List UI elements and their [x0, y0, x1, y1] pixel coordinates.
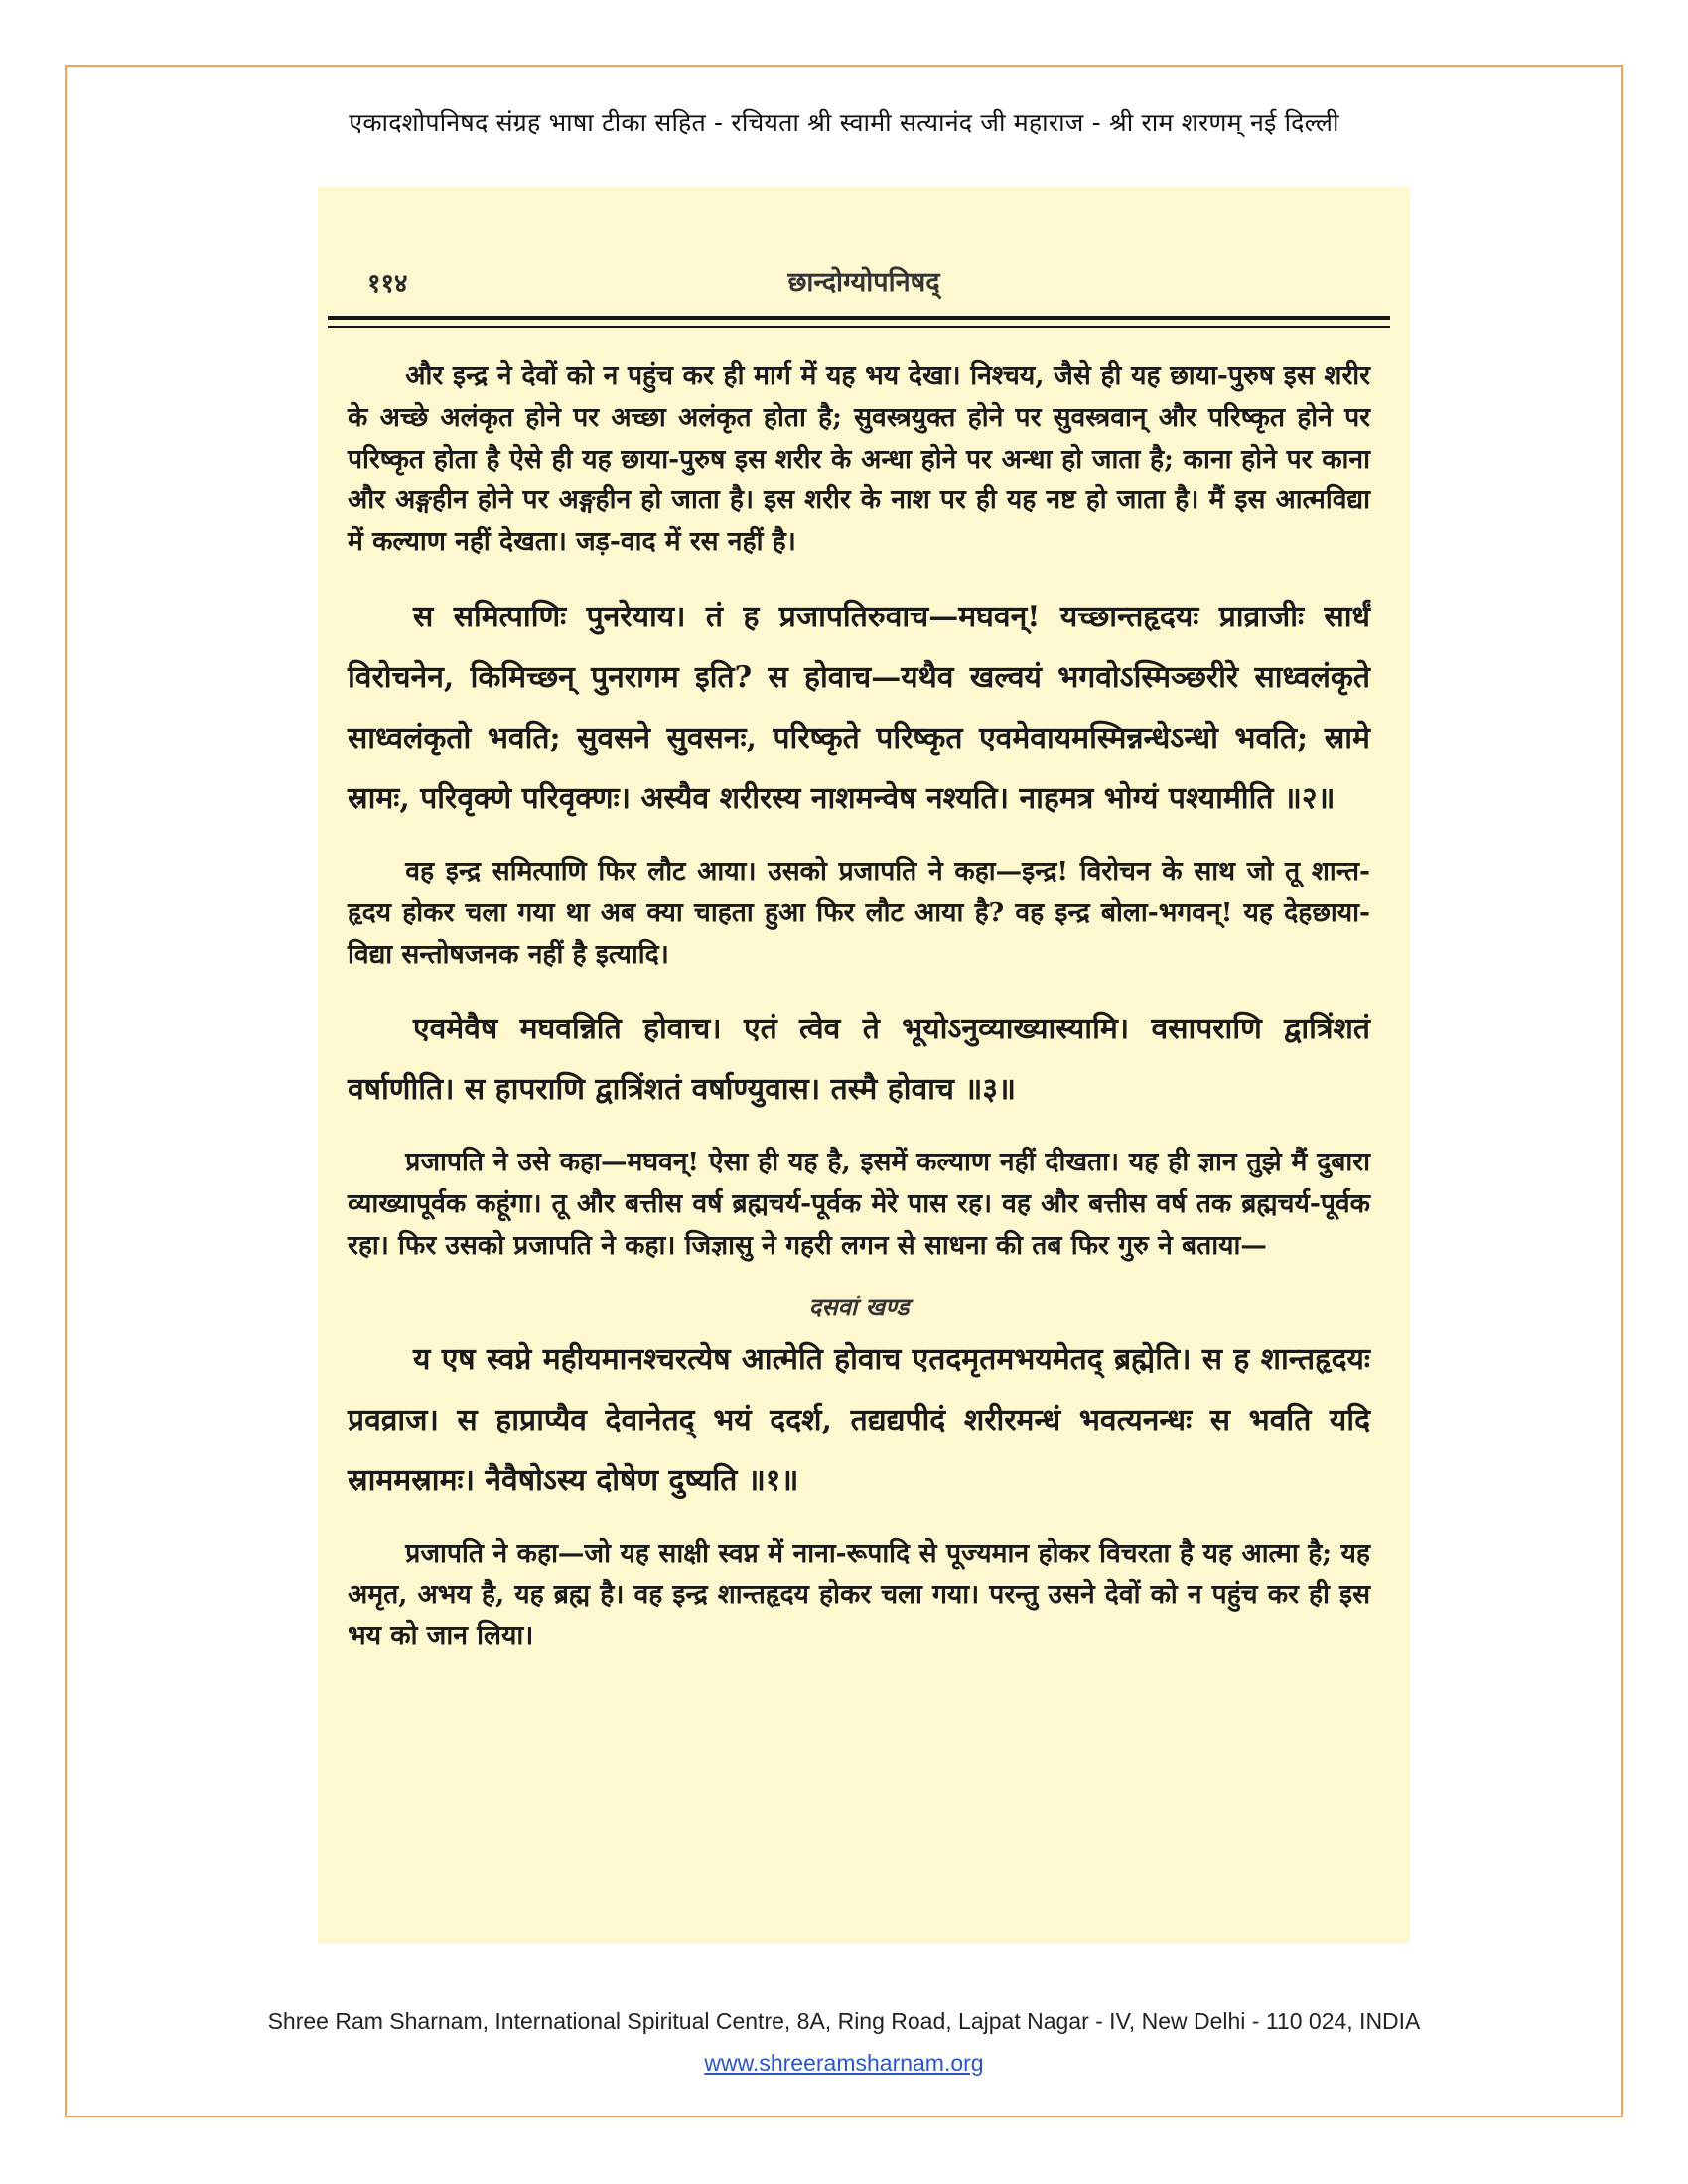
verse-paragraph: स समित्पाणिः पुनरेयाय। तं ह प्रजापतिरुवाच—मघवन्! यच्छान्तहृदयः प्राव्राजीः सार्धं विरोचनेन, किमिच्छन् पुनरागम इति? स होवाच—यथैव खल्वयं भगवोऽस्मिञ्छरीरे साध्वलंकृते साध्वलंकृतो भवति; सुवसने सुवसनः, परिष्कृते परिष्कृत एवमेवायमस्मिन्नन्धेऽन्धो भवति; स्रामे स्रामः, परिवृक्णे परिवृक्णः। अस्यैव शरीरस्य नाशमन्वेष नश्यति। नाहमत्र भोग्यं पश्यामीति ॥२॥: [348, 599, 1370, 816]
commentary-paragraph: प्रजापति ने उसे कहा—मघवन्! ऐसा ही यह है, इसमें कल्याण नहीं दीखता। यह ही ज्ञान तुझे मैं दुबारा व्याख्यापूर्वक कहूंगा। तू और बत्तीस वर्ष ब्रह्मचर्य-पूर्वक मेरे पास रह। वह और बत्तीस वर्ष तक ब्रह्मचर्य-पूर्वक रहा। फिर उसको प्रजापति ने कहा। जिज्ञासु ने गहरी लगन से साधना की तब फिर गुरु ने बताया—: [348, 1147, 1370, 1261]
header-rule-thin: [328, 326, 1390, 328]
scanned-page: [318, 187, 1410, 1944]
commentary-paragraph: प्रजापति ने कहा—जो यह साक्षी स्वप्न में नाना-रूपादि से पूज्यमान होकर विचरता है यह आत्मा है; यह अमृत, अभय है, यह ब्रह्म है। वह इन्द्र शान्तहृदय होकर चला गया। परन्तु उसने देवों को न पहुंच कर ही इस भय को जान लिया।: [348, 1537, 1370, 1652]
scan-body: [348, 355, 1370, 1681]
running-title: छान्दोग्योपनिषद्: [787, 267, 940, 298]
verse-paragraph: य एष स्वप्ने महीयमानश्चरत्येष आत्मेति होवाच एतदमृतमभयमेतद् ब्रह्मेति। स ह शान्तहृदयः प्रवव्राज। स हाप्राप्यैव देवानेतद् भयं ददर्श, तद्यद्यपीदं शरीरमन्धं भवत्यनन्धः स भवति यदि स्राममस्रामः। नैवैषोऽस्य दोषेण दुष्यति ॥१॥: [348, 1341, 1370, 1498]
header-rule-thick: [328, 316, 1390, 320]
scan-header: [338, 187, 1390, 298]
footer-address: Shree Ram Sharnam, International Spiritual Centre, 8A, Ring Road, Lajpat Nagar - IV, New Delhi - 110 024, INDIA: [267, 2008, 1421, 2034]
verse-paragraph: एवमेवैष मघवन्निति होवाच। एतं त्वेव ते भूयोऽनुव्याख्यास्यामि। वसापराणि द्वात्रिंशतं वर्षाणीति। स हापराणि द्वात्रिंशतं वर्षाण्युवास। तस्मै होवाच ॥३॥: [348, 1012, 1370, 1108]
section-heading: दसवां खण्ड: [808, 1292, 910, 1321]
document-header: एकादशोपनिषद संग्रह भाषा टीका सहित - रचियता श्री स्वामी सत्यानंद जी महाराज - श्री राम शरणम् नई दिल्ली: [349, 108, 1339, 137]
website-link[interactable]: www.shreeramsharnam.org: [704, 2050, 984, 2076]
commentary-paragraph: वह इन्द्र समित्पाणि फिर लौट आया। उसको प्रजापति ने कहा—इन्द्र! विरोचन के साथ जो तू शान्त-हृदय होकर चला गया था अब क्या चाहता हुआ फिर लौट आया है? वह इन्द्र बोला-भगवन्! यह देहछाया-विद्या सन्तोषजनक नहीं है इत्यादि।: [348, 855, 1370, 970]
page-number: ११४: [367, 269, 408, 299]
footer-link-wrapper: [0, 2050, 1688, 2077]
commentary-paragraph: और इन्द्र ने देवों को न पहुंच कर ही मार्ग में यह भय देखा। निश्चय, जैसे ही यह छाया-पुरुष इस शरीर के अच्छे अलंकृत होने पर अच्छा अलंकृत होता है; सुवस्त्रयुक्त होने पर सुवस्त्रवान् और परिष्कृत होने पर परिष्कृत होता है ऐसे ही यह छाया-पुरुष इस शरीर के अन्धा होने पर अन्धा हो जाता है; काना होने पर काना और अङ्गहीन होने पर अङ्गहीन हो जाता है। इस शरीर के नाश पर ही यह नष्ट हो जाता है। मैं इस आत्मविद्या में कल्याण नहीं देखता। जड़-वाद में रस नहीं है।: [348, 360, 1370, 558]
